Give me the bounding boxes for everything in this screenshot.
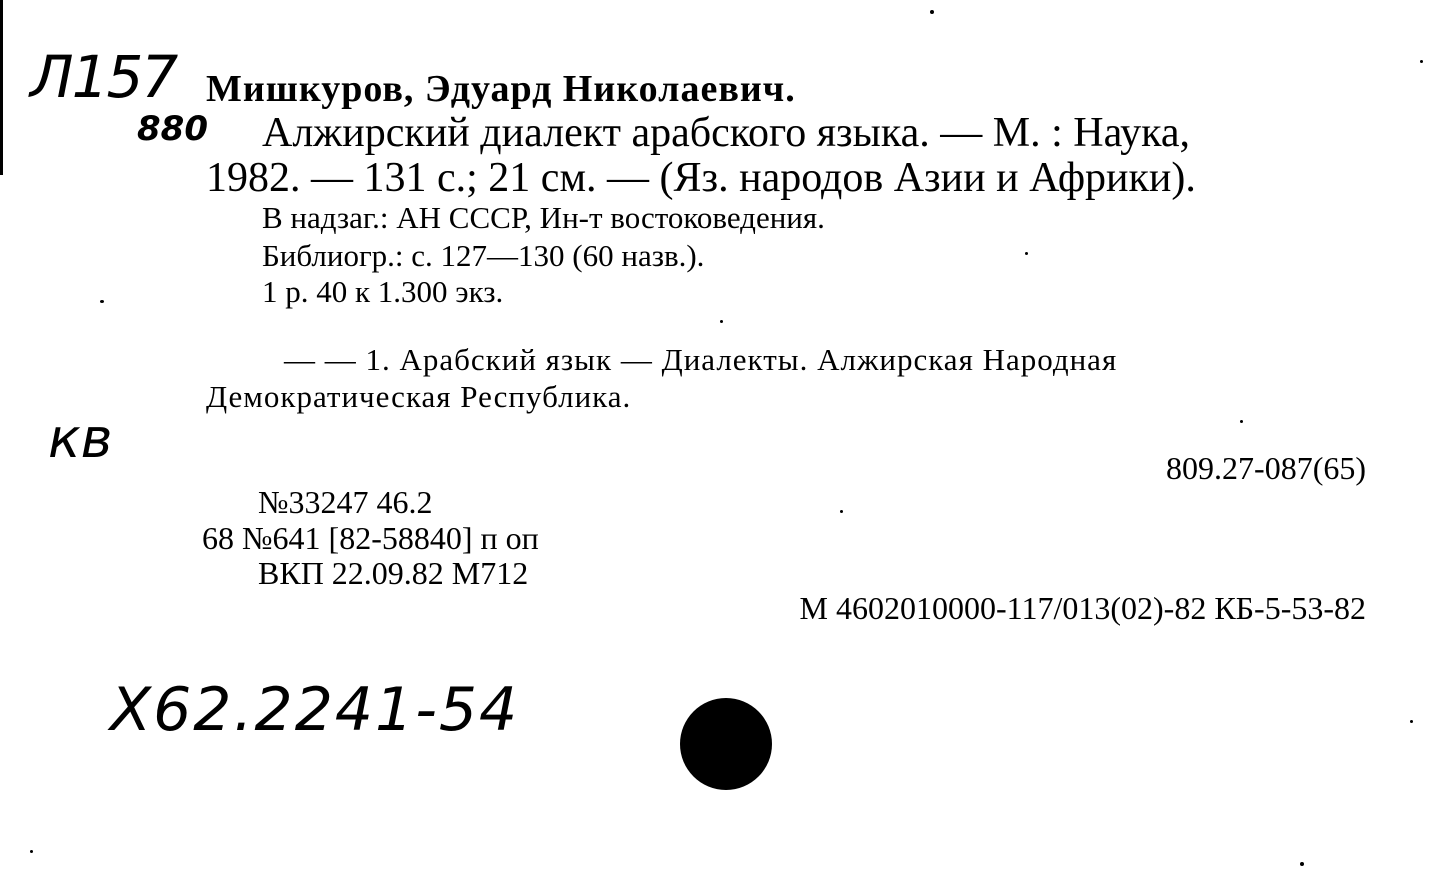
scan-speck [100, 300, 104, 303]
registry-line-3: ВКП 22.09.82 М712 [258, 555, 529, 591]
registry-line-1: №33247 46.2 [258, 484, 433, 520]
scan-speck [840, 510, 843, 513]
shelf-mark: Л157 [30, 43, 177, 111]
classification-code: 809.27-087(65) [1166, 450, 1366, 486]
handwritten-mark: кв [48, 407, 113, 470]
punch-hole [680, 698, 772, 790]
subject-line-1: — — 1. Арабский язык — Диалекты. Алжирская Народная [284, 342, 1118, 377]
registry-line-2: 68 №641 [82-58840] п оп [202, 520, 539, 556]
note-price: 1 р. 40 к 1.300 экз. [262, 274, 504, 309]
scan-speck [1420, 60, 1423, 63]
card-edge-line [0, 0, 3, 175]
catalog-index: М 4602010000-117/013(02)-82 КБ-5-53-82 [799, 590, 1366, 626]
title-line-1: Алжирский диалект арабского языка. — М. : Наука, [262, 110, 1190, 156]
scan-speck [930, 10, 934, 14]
call-number: Х62.2241-54 [110, 675, 520, 745]
note-header: В надзаг.: АН СССР, Ин-т востоковедения. [262, 200, 825, 235]
note-bibliography: Библиогр.: с. 127—130 (60 назв.). [262, 238, 705, 273]
scan-speck [720, 320, 723, 323]
scan-speck [30, 850, 33, 853]
subject-line-2: Демократическая Республика. [206, 379, 632, 414]
title-line-2: 1982. — 131 с.; 21 см. — (Яз. народов Азии и Африки). [206, 155, 1196, 201]
scan-speck [1300, 862, 1304, 866]
scan-speck [1410, 720, 1413, 723]
author-code: 880 [137, 109, 208, 149]
scan-speck [1025, 252, 1028, 255]
scan-speck [1240, 420, 1243, 423]
author-heading: Мишкуров, Эдуард Николаевич. [206, 68, 796, 110]
